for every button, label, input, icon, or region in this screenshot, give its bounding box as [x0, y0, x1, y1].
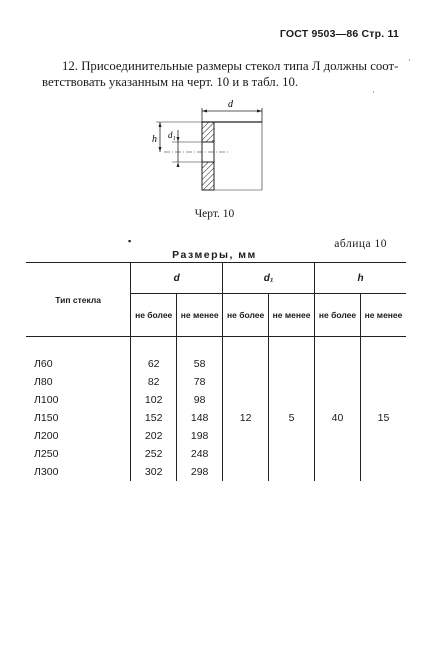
d-min: 198 [177, 427, 223, 445]
glass-section-top [202, 122, 214, 142]
header-d1: d₁ [223, 263, 315, 294]
header-d: d [131, 263, 223, 294]
clause-12 [42, 58, 402, 90]
d-max: 252 [131, 445, 177, 463]
d1-max: 12 [223, 355, 269, 481]
speck-mark: · [372, 88, 375, 97]
d-max: 62 [131, 355, 177, 373]
running-header: ГОСТ 9503—86 Стр. 11 [279, 28, 399, 40]
d-max: 152 [131, 409, 177, 427]
d1-min: 5 [269, 355, 315, 481]
subheader-h-min: не менее [360, 294, 406, 337]
subheader-h-max: не более [315, 294, 361, 337]
glass-type: Л100 [34, 394, 59, 406]
d-max: 82 [131, 373, 177, 391]
arrow-head [159, 122, 162, 127]
arrow-head [257, 110, 262, 113]
subheader-d-max: не более [131, 294, 177, 337]
table-number: аблица 10 [334, 238, 387, 250]
dim-label-h: h [152, 134, 157, 145]
subheader-d-min: не менее [177, 294, 223, 337]
h-min: 15 [360, 355, 406, 481]
d-min: 98 [177, 391, 223, 409]
header-h: h [315, 263, 406, 294]
drawing-10 [140, 100, 280, 200]
glass-type: Л300 [34, 466, 59, 478]
drawing-caption: Черт. 10 [194, 208, 235, 220]
glass-type: Л250 [34, 448, 59, 460]
glass-type: Л150 [34, 412, 59, 424]
arrow-head [177, 137, 180, 142]
glass-section-bottom [202, 162, 214, 190]
dimensions-table [26, 262, 406, 481]
table-row [26, 355, 406, 373]
spacer-row [26, 337, 406, 356]
h-max: 40 [315, 355, 361, 481]
d-min: 148 [177, 409, 223, 427]
table-title: Размеры, мм [172, 249, 257, 261]
arrow-head [159, 147, 162, 152]
dim-label-d1: d₁ [168, 130, 176, 140]
d-min: 78 [177, 373, 223, 391]
speck-mark: · [408, 56, 411, 65]
subheader-d1-max: не более [223, 294, 269, 337]
d-min: 298 [177, 463, 223, 481]
clause-line-2: ветствовать указанным на черт. 10 и в табл. 10. [42, 75, 299, 89]
type-header: Тип стекла [26, 263, 131, 337]
glass-type: Л80 [34, 376, 53, 388]
dim-label-d: d [228, 100, 233, 110]
clause-line-1: 12. Присоединительные размеры стекол типа Л должны соот- [62, 59, 399, 73]
d-max: 102 [131, 391, 177, 409]
table-header-row [26, 263, 406, 294]
arrow-head [202, 110, 207, 113]
d-max: 302 [131, 463, 177, 481]
subheader-d1-min: не менее [269, 294, 315, 337]
glass-type: Л200 [34, 430, 59, 442]
d-min: 248 [177, 445, 223, 463]
glass-type: Л60 [34, 358, 53, 370]
d-max: 202 [131, 427, 177, 445]
speck-mark: ▪ [128, 236, 132, 246]
d-min: 58 [177, 355, 223, 373]
arrow-head [177, 162, 180, 167]
